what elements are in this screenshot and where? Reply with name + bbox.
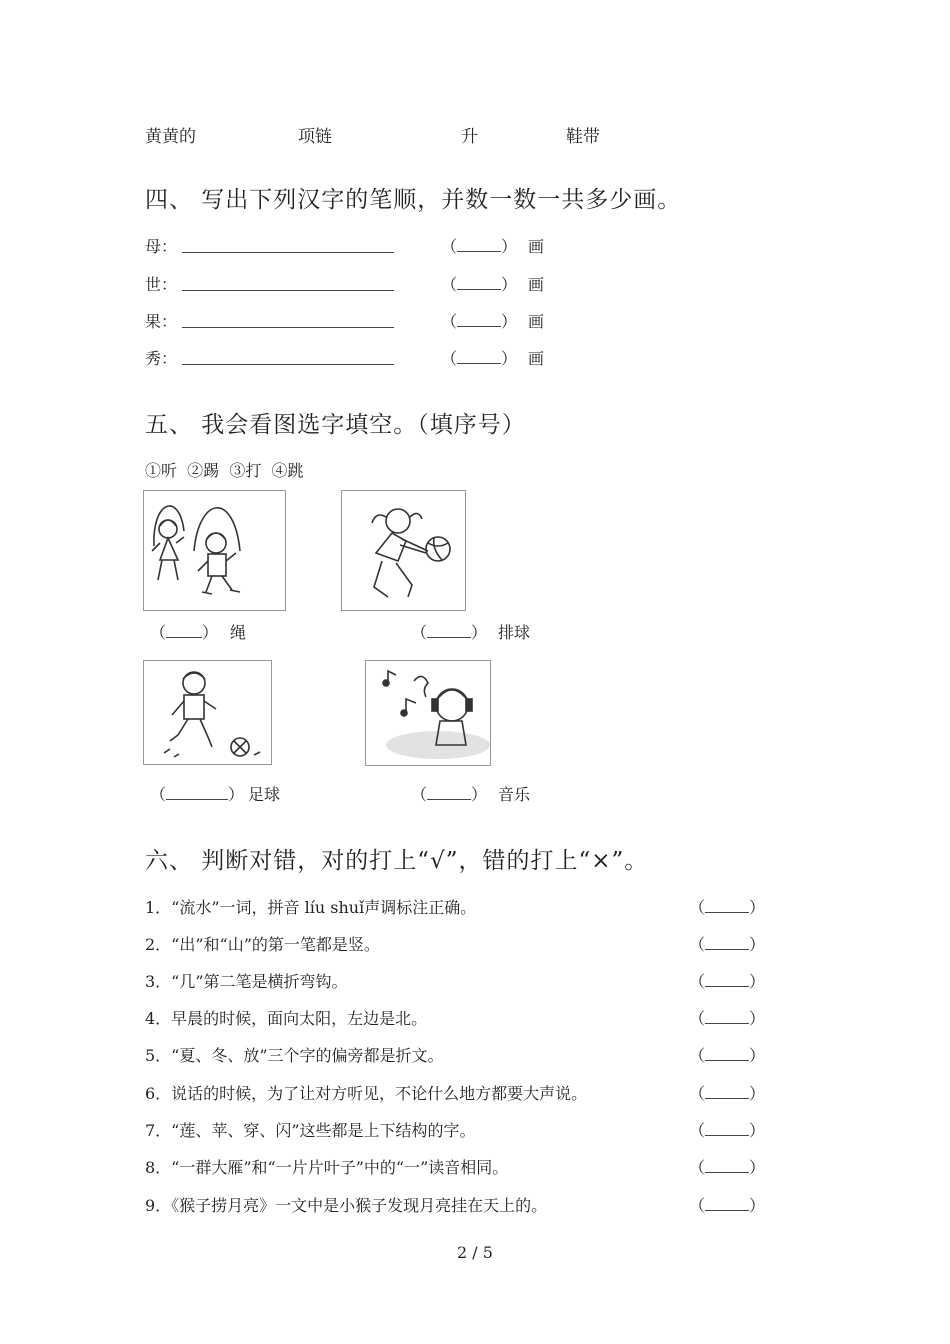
answer-blank[interactable]: （ ） — [411, 623, 488, 642]
music-picture — [365, 660, 491, 766]
judge-statement: 2．“出”和“山”的第一笔都是竖。 — [145, 935, 380, 954]
stroke-count-blank[interactable]: （ ） — [441, 312, 518, 331]
section6-title: 六、 判断对错，对的打上“√”，错的打上“×”。 — [145, 848, 649, 874]
music-icon — [366, 661, 490, 765]
judge-answer-blank[interactable]: （ ） — [689, 898, 766, 917]
picture-label: 排球 — [498, 623, 531, 642]
section5-title: 五、 我会看图选字填空。（填序号） — [145, 412, 526, 438]
judge-answer-blank[interactable]: （ ） — [689, 1121, 766, 1140]
judge-answer-blank[interactable]: （ ） — [689, 1158, 766, 1177]
picture-label: 绳 — [230, 623, 247, 642]
judge-answer-blank[interactable]: （ ） — [689, 1046, 766, 1065]
stroke-answer-line[interactable] — [182, 252, 394, 253]
stroke-suffix: 画 — [528, 275, 545, 294]
soccer-picture — [143, 660, 272, 765]
jump-rope-picture — [143, 490, 286, 611]
volleyball-picture — [341, 490, 466, 611]
stroke-answer-line[interactable] — [182, 327, 394, 328]
judge-statement: 9．《猴子捞月亮》一文中是小猴子发现月亮挂在天上的。 — [145, 1196, 548, 1215]
judge-answer-blank[interactable]: （ ） — [689, 972, 766, 991]
volleyball-icon — [342, 491, 465, 610]
judge-statement: 1．“流水”一词，拼音 líu shuǐ声调标注正确。 — [145, 898, 477, 917]
choice-options: ①听 ②踢 ③打 ④跳 — [145, 461, 304, 480]
judge-statement: 5．“夏、冬、放”三个字的偏旁都是折文。 — [145, 1046, 444, 1065]
picture-label: 足球 — [248, 785, 281, 804]
top-word-3: 升 — [461, 127, 478, 147]
judge-answer-blank[interactable]: （ ） — [689, 1009, 766, 1028]
stroke-answer-line[interactable] — [182, 290, 394, 291]
judge-statement: 6．说话的时候，为了让对方听见，不论什么地方都要大声说。 — [145, 1084, 588, 1103]
soccer-icon — [144, 661, 271, 764]
jump-rope-icon — [144, 491, 285, 610]
judge-answer-blank[interactable]: （ ） — [689, 935, 766, 954]
judge-statement: 7．“莲、苹、穿、闪”这些都是上下结构的字。 — [145, 1121, 476, 1140]
top-word-4: 鞋带 — [566, 127, 600, 147]
picture-label: 音乐 — [498, 785, 531, 804]
stroke-suffix: 画 — [528, 349, 545, 368]
judge-statement: 4．早晨的时候，面向太阳，左边是北。 — [145, 1009, 428, 1028]
stroke-char: 果： — [145, 312, 178, 331]
answer-blank[interactable]: （ ） — [150, 623, 219, 642]
top-word-1: 黄黄的 — [145, 127, 196, 147]
answer-blank[interactable]: （ ） — [411, 785, 488, 804]
section4-title: 四、 写出下列汉字的笔顺，并数一数一共多少画。 — [145, 187, 682, 213]
top-word-2: 项链 — [298, 127, 332, 147]
stroke-char: 母： — [145, 237, 178, 256]
judge-answer-blank[interactable]: （ ） — [689, 1084, 766, 1103]
stroke-char: 世： — [145, 275, 178, 294]
stroke-count-blank[interactable]: （ ） — [441, 349, 518, 368]
judge-answer-blank[interactable]: （ ） — [689, 1196, 766, 1215]
judge-statement: 3．“几”第二笔是横折弯钩。 — [145, 972, 348, 991]
stroke-char: 秀： — [145, 349, 178, 368]
judge-statement: 8．“一群大雁”和“一片片叶子”中的“一”读音相同。 — [145, 1158, 509, 1177]
stroke-count-blank[interactable]: （ ） — [441, 275, 518, 294]
stroke-suffix: 画 — [528, 237, 545, 256]
stroke-answer-line[interactable] — [182, 364, 394, 365]
stroke-suffix: 画 — [528, 312, 545, 331]
page-number: 2 / 5 — [457, 1243, 493, 1262]
answer-blank[interactable]: （ ） — [150, 785, 245, 804]
stroke-count-blank[interactable]: （ ） — [441, 237, 518, 256]
